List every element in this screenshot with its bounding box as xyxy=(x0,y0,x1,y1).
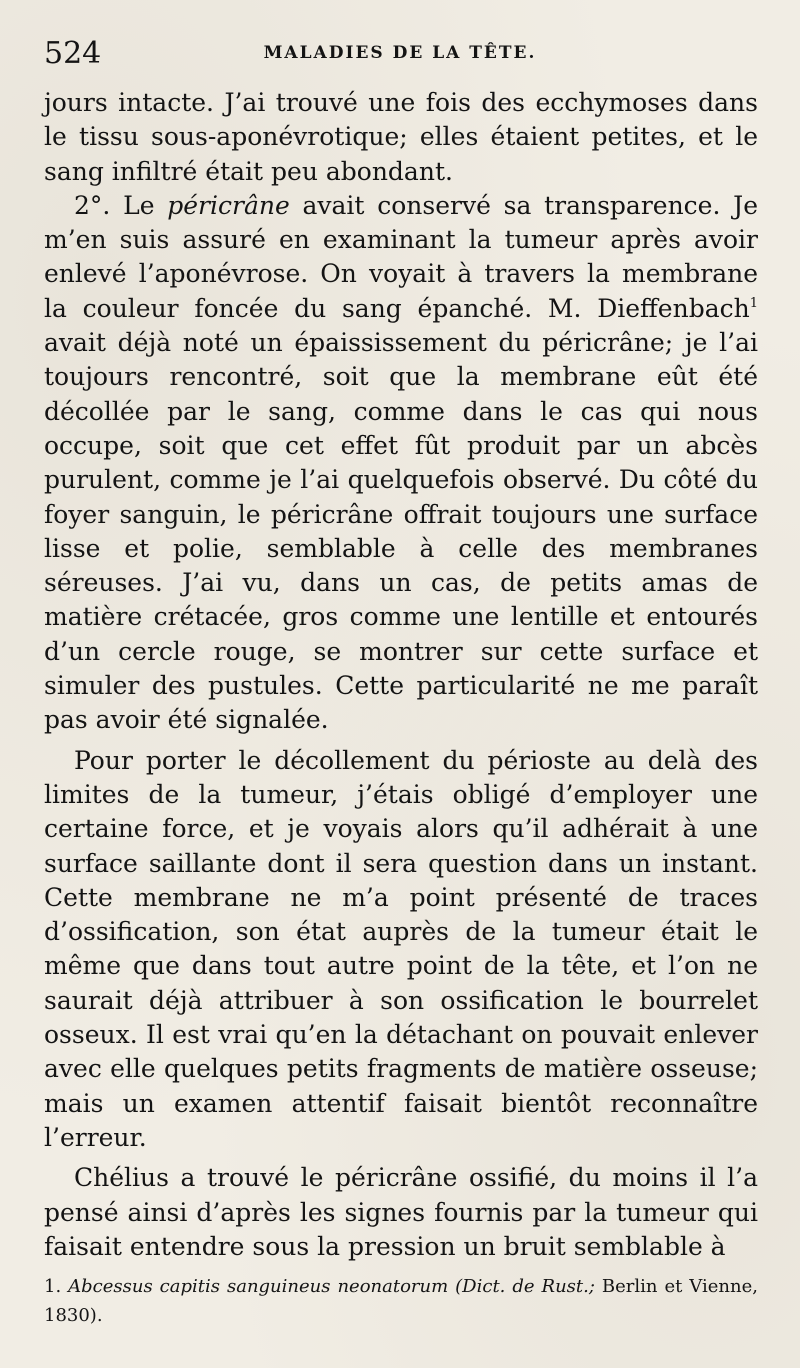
term-pericrane: péricrâne xyxy=(167,190,290,220)
page-number: 524 xyxy=(44,36,102,71)
page-header xyxy=(40,34,760,74)
footnote-reference: 1 xyxy=(749,295,758,311)
footnote-title: Abcessus capitis sanguineus neonatorum xyxy=(68,1276,449,1297)
paragraph-2-lead: 2°. Le xyxy=(74,190,168,220)
paragraph-1: jours intacte. J’ai trouvé une fois des ecchymoses dans le tissu sous-aponévrotique; elles étaient petites, et le sang infiltré était peu abondant. xyxy=(44,88,758,186)
footnote-rest: Berlin et Vienne, 1830). xyxy=(44,1276,758,1326)
footnote-source: (Dict. de Rust.; xyxy=(455,1276,595,1297)
running-head: MALADIES DE LA TÊTE. xyxy=(263,43,537,63)
footnote-number: 1. xyxy=(44,1276,62,1297)
body-text xyxy=(44,86,758,1264)
paragraph-2 xyxy=(44,189,758,738)
paragraph-2-text-a: avait conservé sa transparence. Je m’en suis assuré en examinant la tumeur après avoir enlevé l’aponévrose. On voyait à travers la membrane la couleur foncée du sang épanché. M. Dieffenbach xyxy=(44,190,758,323)
paragraph-4: Chélius a trouvé le péricrâne ossifié, du moins il l’a pensé ainsi d’après les signes fournis par la tumeur qui faisait entendre sous la pression un bruit semblable à xyxy=(44,1163,758,1261)
paragraph-2-text-b: avait déjà noté un épaississement du péricrâne; je l’ai toujours rencontré, soit que la membrane eût été décollée par le sang, comme dans le cas qui nous occupe, soit que cet effet fût produit par un abcès purulent, comme je l’ai quelquefois observé. Du côté du foyer sanguin, le péricrâne offrait toujours une surface lisse et polie, semblable à celle des membranes séreuses. J’ai vu, dans un cas, de petits amas de matière crétacée, gros comme une lentille et entourés d’un cercle rouge, se montrer sur cette surface et simuler des pustules. Cette particularité ne me paraît pas avoir été signalée. xyxy=(44,328,758,735)
paragraph-3: Pour porter le décollement du périoste au delà des limites de la tumeur, j’étais obligé d’employer une certaine force, et je voyais alors qu’il adhérait à une surface saillante dont il sera question dans un instant. Cette membrane ne m’a point présenté de traces d’ossification, son état auprès de la tumeur était le même que dans tout autre point de la tête, et l’on ne saurait déjà attribuer à son ossification le bourrelet osseux. Il est vrai qu’en la détachant on pouvait enlever avec elle quelques petits fragments de matière osseuse; mais un examen attentif faisait bientôt reconnaître l’erreur. xyxy=(44,745,758,1152)
footnote xyxy=(44,1272,758,1330)
